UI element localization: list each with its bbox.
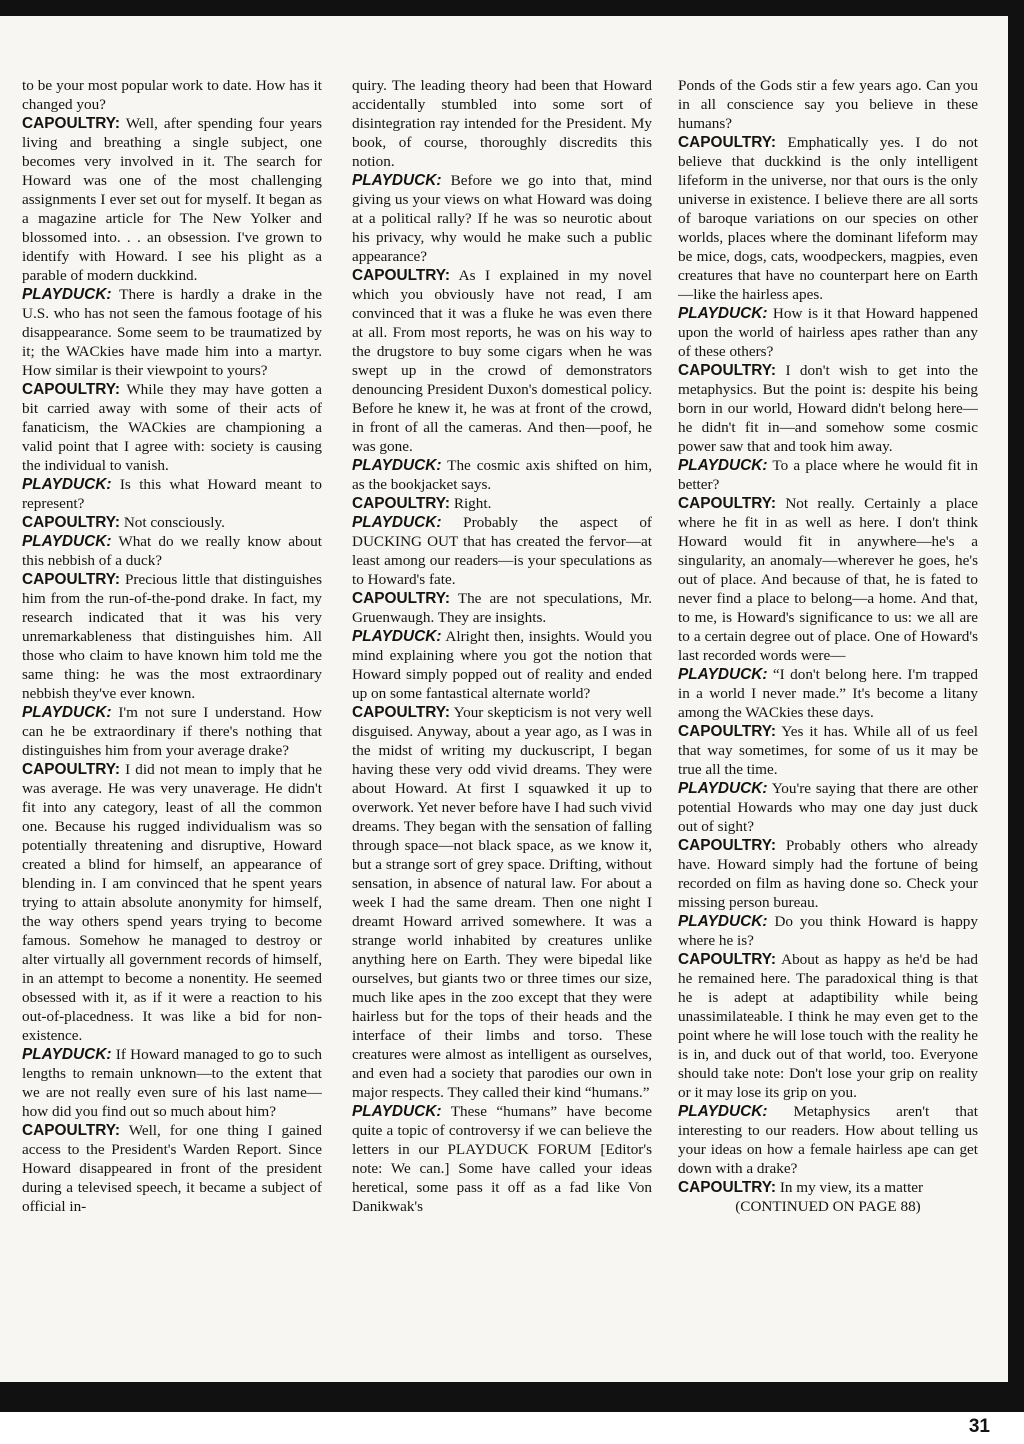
paragraph-text: Yes it has. While all of us feel that way sometimes, for some of us it may be true all the time. [678, 723, 978, 778]
speaker-capoultry: CAPOULTRY: [22, 761, 121, 778]
paragraph [678, 836, 978, 912]
paragraph-text: Not consciously. [120, 514, 225, 531]
speaker-capoultry: CAPOULTRY: [678, 951, 777, 968]
paragraph-text: to be your most popular work to date. How has it changed you? [22, 77, 322, 113]
paragraph-text: There is hardly a drake in the U.S. who has not seen the famous footage of his disappearance. Some seem to be traumatized by it; the WACkies have made him into a martyr. How similar is their viewpoint to yours? [22, 286, 322, 379]
speaker-playduck: PLAYDUCK: [22, 476, 112, 493]
paragraph [22, 1121, 322, 1216]
paragraph [22, 475, 322, 513]
paragraph-text: Well, for one thing I gained access to the President's Warden Report. Since Howard disappeared in front of the president during a televised speech, it became a subject of official in- [22, 1122, 322, 1215]
speaker-playduck: PLAYDUCK: [352, 628, 442, 645]
paragraph [352, 513, 652, 589]
paragraph [678, 456, 978, 494]
speaker-playduck: PLAYDUCK: [678, 1103, 768, 1120]
paragraph-text: Right. [450, 495, 492, 512]
paragraph-text: About as happy as he'd be had he remained here. The paradoxical thing is that he is adept at adaptibility while being unassimilateable. I think he may even get to the point where he will lose touch with the reality he is in, and duck out of that world, too. Everyone should take note: Don't lose your grip on reality or it may lose its grip on you. [678, 951, 978, 1101]
continued-note [678, 1197, 978, 1216]
paragraph [678, 361, 978, 456]
paragraph [678, 779, 978, 836]
paragraph-text: Probably the aspect of DUCKING OUT that has created the fervor—at least among our readers—is your speculations as to Howard's fate. [352, 514, 652, 588]
paragraph-text: quiry. The leading theory had been that Howard accidentally stumbled into some sort of disintegration ray intended for the President. My book, of course, thoroughly discredits this notion. [352, 77, 652, 170]
paragraph [678, 912, 978, 950]
paragraph-text: Emphatically yes. I do not believe that duckkind is the only intelligent lifeform in the universe, nor that ours is the only universe in existence. I believe there are all sorts of baroque variations on our species on other worlds, places where the dominant lifeform may be mice, dogs, cats, woodpeckers, magpies, even creatures that have no counterpart here on Earth—like the hairless apes. [678, 134, 978, 303]
paragraph [22, 76, 322, 114]
paragraph-text: What do we really know about this nebbish of a duck? [22, 533, 322, 569]
speaker-playduck: PLAYDUCK: [352, 514, 442, 531]
paragraph [352, 266, 652, 456]
paragraph [22, 114, 322, 285]
paragraph [678, 1102, 978, 1178]
paragraph-text: “I don't belong here. I'm trapped in a world I never made.” It's become a litany among the WACkies these days. [678, 666, 978, 721]
paragraph-text: Metaphysics aren't that interesting to our readers. How about telling us your ideas on how a female hairless ape can get down with a drake? [678, 1103, 978, 1177]
speaker-capoultry: CAPOULTRY: [678, 495, 777, 512]
paragraph-text: If Howard managed to go to such lengths to remain unknown—to the extent that we are not really even sure of his last name—how did you find out so much about him? [22, 1046, 322, 1120]
paragraph [352, 589, 652, 627]
paragraph-text: I'm not sure I understand. How can he be extraordinary if there's nothing that distinguishes him from your average drake? [22, 704, 322, 759]
paragraph [678, 665, 978, 722]
speaker-playduck: PLAYDUCK: [678, 457, 768, 474]
column-1 [22, 76, 322, 1376]
paragraph-text: Is this what Howard meant to represent? [22, 476, 322, 512]
speaker-capoultry: CAPOULTRY: [22, 571, 121, 588]
paragraph-text: (CONTINUED ON PAGE 88) [735, 1198, 921, 1215]
paragraph-text: Not really. Certainly a place where he fit in as well as here. I don't think Howard would fit in anywhere—he's a singularity, an anomaly—wherever he goes, he's out of place. And because of that, he is fated to never find a place to belong—a home. And that, to me, is Howard's significance to us: we all are to a certain degree out of place. One of Howard's last recorded words were— [678, 495, 978, 664]
paragraph-text: Precious little that distinguishes him from the run-of-the-pond drake. In fact, my research indicated that it was his very unremarkableness that distinguishes him. All those who claim to have known him told me the same thing: he was the most extraordinary nebbish they've ever known. [22, 571, 322, 702]
speaker-playduck: PLAYDUCK: [22, 533, 112, 550]
paragraph [678, 133, 978, 304]
paragraph-text: Probably others who already have. Howard simply had the fortune of being recorded on film as having done so. Check your missing person bureau. [678, 837, 978, 911]
paragraph [678, 950, 978, 1102]
paragraph [352, 494, 652, 513]
speaker-playduck: PLAYDUCK: [22, 1046, 112, 1063]
paragraph-text: Well, after spending four years living and breathing a single subject, one becomes very involved in it. The search for Howard was one of the most challenging assignments I ever set out for myself. It began as a magazine article for The New Yolker and blossomed into. . . an obsession. I've grown to identify with Howard. I see his plight as a parable of modern duckkind. [22, 115, 322, 284]
speaker-playduck: PLAYDUCK: [678, 305, 768, 322]
paragraph [352, 456, 652, 494]
speaker-capoultry: CAPOULTRY: [678, 362, 777, 379]
paragraph-text: To a place where he would fit in better? [678, 457, 978, 493]
speaker-capoultry: CAPOULTRY: [678, 837, 777, 854]
paragraph-text: The are not speculations, Mr. Gruenwaugh. They are insights. [352, 590, 652, 626]
paragraph [678, 494, 978, 665]
speaker-capoultry: CAPOULTRY: [22, 1122, 121, 1139]
paragraph-text: How is it that Howard happened upon the world of hairless apes rather than any of these others? [678, 305, 978, 360]
speaker-playduck: PLAYDUCK: [22, 286, 112, 303]
speaker-capoultry: CAPOULTRY: [22, 381, 121, 398]
speaker-capoultry: CAPOULTRY: [352, 704, 451, 721]
paragraph [352, 703, 652, 1102]
paragraph [678, 76, 978, 133]
paragraph-text: Before we go into that, mind giving us your views on what Howard was doing at a political rally? If he was so neurotic about his privacy, why would he make such a public appearance? [352, 172, 652, 265]
paragraph [352, 1102, 652, 1216]
column-3 [678, 76, 978, 1376]
paragraph-text: Alright then, insights. Would you mind explaining where you got the notion that Howard simply popped out of reality and ended up on some fantastical alternate world? [352, 628, 652, 702]
paragraph [22, 760, 322, 1045]
paragraph [352, 171, 652, 266]
paragraph-text: I did not mean to imply that he was average. He was very unaverage. He didn't fit into any category, least of all the common one. Because his rugged individualism was so potentially threatening and disruptive, Howard created a blind for himself, an appearance of blending in. I am convinced that he spent years trying to attain absolute anonymity for himself, the way others spend years trying to become famous. Somehow he managed to destroy or alter virtually all government records of himself, in an attempt to become a nonentity. He seemed obsessed with it, as if it were a reaction to his out-of-placedness. It was like a bid for non-existence. [22, 761, 322, 1044]
paragraph-text: I don't wish to get into the metaphysics. But the point is: despite his being born in our world, Howard didn't belong here—he didn't fit in—and somehow some cosmic power saw that and took him away. [678, 362, 978, 455]
speaker-capoultry: CAPOULTRY: [678, 723, 777, 740]
paragraph-text: As I explained in my novel which you obviously have not read, I am convinced that it was a fluke he was even there at all. From most reports, he was on his way to the drugstore to buy some cigars when he was swept up in the crowd of demonstrators denouncing President Duxon's domestical policy. Before he knew it, he was at front of the crowd, in front of all the cameras. And then—poof, he was gone. [352, 267, 652, 455]
paragraph [22, 570, 322, 703]
speaker-capoultry: CAPOULTRY: [352, 495, 451, 512]
speaker-capoultry: CAPOULTRY: [352, 590, 451, 607]
article-columns [22, 76, 988, 1376]
paragraph [678, 722, 978, 779]
paragraph-text: The cosmic axis shifted on him, as the bookjacket says. [352, 457, 652, 493]
paragraph [678, 1178, 978, 1197]
paragraph-text: Your skepticism is not very well disguised. Anyway, about a year ago, as I was in the midst of writing my duckuscript, I began having these very odd vivid dreams. They were about Howard. At first I squawked it up to overwork. Yet never before have I had such vivid dreams. They began with the sensation of falling through space—not black space, as we know it, but a strange sort of grey space. Drifting, without sensation, in absence of natural law. For about a week I had the same dream. Then one night I dreamt Howard arrived somewhere. It was a strange world inhabited by creatures unlike anything here on Earth. They were bipedal like ourselves, but giants two or three times our size, much like apes in the zoo except that they were hairless but for the tops of their heads and the interface of their limbs and torso. These creatures were almost as intelligent as ourselves, and even had a society that parodies our own in major respects. They called their kind “humans.” [352, 704, 652, 1101]
paragraph [678, 304, 978, 361]
paragraph-text: While they may have gotten a bit carried away with some of their acts of fanaticism, the WACkies are championing a valid point that I agree with: society is causing the individual to vanish. [22, 381, 322, 474]
speaker-capoultry: CAPOULTRY: [22, 115, 121, 132]
paragraph [22, 513, 322, 532]
paragraph [352, 76, 652, 171]
paragraph [22, 285, 322, 380]
paragraph-text: Do you think Howard is happy where he is? [678, 913, 978, 949]
paragraph-text: These “humans” have become quite a topic of controversy if we can believe the letters in our PLAYDUCK FORUM [Editor's note: We can.] Some have called your ideas heretical, some pass it off as a fad like Von Danikwak's [352, 1103, 652, 1215]
page-number: 31 [968, 1416, 990, 1437]
speaker-capoultry: CAPOULTRY: [352, 267, 451, 284]
speaker-playduck: PLAYDUCK: [352, 172, 442, 189]
speaker-capoultry: CAPOULTRY: [678, 1179, 777, 1196]
column-2 [352, 76, 652, 1376]
paragraph [22, 380, 322, 475]
speaker-playduck: PLAYDUCK: [678, 666, 768, 683]
speaker-capoultry: CAPOULTRY: [22, 514, 121, 531]
paragraph [352, 627, 652, 703]
speaker-playduck: PLAYDUCK: [678, 780, 768, 797]
paragraph-text: In my view, its a matter [776, 1179, 924, 1196]
speaker-playduck: PLAYDUCK: [352, 457, 442, 474]
speaker-playduck: PLAYDUCK: [352, 1103, 442, 1120]
paragraph [22, 532, 322, 570]
paragraph-text: You're saying that there are other potential Howards who may one day just duck out of sight? [678, 780, 978, 835]
paragraph [22, 1045, 322, 1121]
speaker-capoultry: CAPOULTRY: [678, 134, 777, 151]
paragraph [22, 703, 322, 760]
paragraph-text: Ponds of the Gods stir a few years ago. Can you in all conscience say you believe in these humans? [678, 77, 978, 132]
speaker-playduck: PLAYDUCK: [678, 913, 768, 930]
speaker-playduck: PLAYDUCK: [22, 704, 112, 721]
